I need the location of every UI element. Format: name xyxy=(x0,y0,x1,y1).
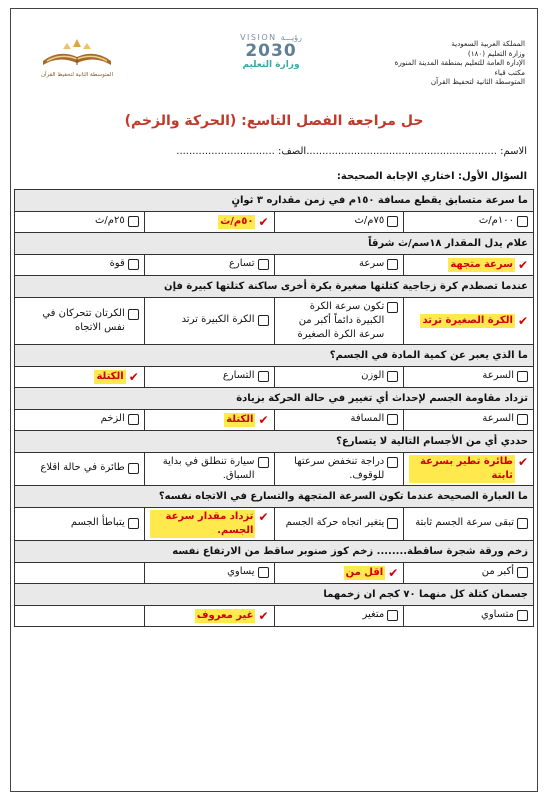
answer-option[interactable] xyxy=(286,516,399,530)
question-row xyxy=(15,233,534,255)
option-label: سرعة متجهة xyxy=(450,259,513,270)
check-mark-icon: ✔ xyxy=(517,455,528,469)
correct-option[interactable] xyxy=(224,413,268,427)
option-cell xyxy=(274,212,404,233)
options-row xyxy=(15,563,534,584)
option-cell xyxy=(144,298,274,345)
answer-option[interactable] xyxy=(40,461,138,475)
option-cell xyxy=(15,367,145,388)
option-cell xyxy=(274,606,404,627)
option-label: تبقى سرعة الجسم ثابتة xyxy=(415,517,514,528)
checkbox-icon[interactable] xyxy=(387,302,398,313)
vision-label: VISION رؤيـــة xyxy=(240,33,302,42)
option-cell xyxy=(274,410,404,431)
question-row xyxy=(15,486,534,508)
checkbox-icon[interactable] xyxy=(258,457,269,468)
option-cell xyxy=(404,606,534,627)
answer-option[interactable] xyxy=(481,608,528,622)
correct-option[interactable] xyxy=(448,258,528,272)
checkbox-icon[interactable] xyxy=(128,463,139,474)
checkbox-icon[interactable] xyxy=(128,309,139,320)
answer-option[interactable] xyxy=(482,369,528,383)
question-row xyxy=(15,276,534,298)
option-label: ٥٠م/ث xyxy=(220,216,254,227)
answer-option[interactable] xyxy=(223,369,269,383)
option-label: أكبر من xyxy=(481,566,514,577)
option-label: السرعة xyxy=(482,413,514,424)
answer-option[interactable] xyxy=(479,214,528,228)
checkbox-icon[interactable] xyxy=(258,371,269,382)
answer-option[interactable] xyxy=(482,412,528,426)
option-label: طائرة تطير بسرعة ثابتة xyxy=(409,455,515,483)
checkbox-icon[interactable] xyxy=(517,518,528,529)
option-label: الكرة الكبيرة ترتد xyxy=(181,314,255,325)
book-logo-icon xyxy=(37,31,117,71)
question-row xyxy=(15,388,534,410)
question-text: ما الذي يعبر عن كمية المادة في الجسم؟ xyxy=(15,345,534,367)
option-label: ١٠٠م/ث xyxy=(478,215,514,226)
options-row xyxy=(15,508,534,541)
options-row xyxy=(15,212,534,233)
answer-option[interactable] xyxy=(101,412,139,426)
option-label: الكتلة xyxy=(96,371,124,382)
option-cell xyxy=(144,410,274,431)
option-label: يتباطأ الجسم xyxy=(70,517,125,528)
vision-2030-logo xyxy=(216,33,326,70)
answer-option[interactable] xyxy=(355,214,399,228)
checkbox-icon[interactable] xyxy=(387,610,398,621)
question-text: حددي أي من الأجسام التالية لا يتسارع؟ xyxy=(15,431,534,453)
checkbox-icon[interactable] xyxy=(258,567,269,578)
option-cell xyxy=(144,367,274,388)
option-cell xyxy=(15,255,145,276)
vision-year: 2030 xyxy=(245,41,297,61)
check-mark-icon: ✔ xyxy=(258,413,269,427)
page-title: حل مراجعة الفصل التاسع: (الحركة والزخم) xyxy=(124,113,424,129)
correct-option[interactable] xyxy=(195,609,269,623)
answer-option[interactable] xyxy=(280,300,399,342)
checkbox-icon[interactable] xyxy=(387,259,398,270)
option-label: طائرة في حالة اقلاع xyxy=(40,462,125,473)
checkbox-icon[interactable] xyxy=(387,216,398,227)
checkbox-icon[interactable] xyxy=(387,518,398,529)
worksheet-page xyxy=(10,8,538,792)
option-label: الوزن xyxy=(361,370,385,381)
options-row xyxy=(15,298,534,345)
questions-table xyxy=(14,189,534,627)
option-cell xyxy=(404,508,534,541)
option-cell xyxy=(404,367,534,388)
check-mark-icon: ✔ xyxy=(258,510,269,524)
check-mark-icon: ✔ xyxy=(517,314,528,328)
question-text: تزداد مقاومة الجسم لإحداث أي تغيير في حالة الحركة بزيادة xyxy=(15,388,534,410)
answer-option[interactable] xyxy=(482,565,528,579)
option-cell xyxy=(404,212,534,233)
checkbox-icon[interactable] xyxy=(517,610,528,621)
checkbox-icon[interactable] xyxy=(517,216,528,227)
check-mark-icon: ✔ xyxy=(128,370,139,384)
name-and-class-field: الاسم: ............................................................الصف: ............................... xyxy=(176,146,527,157)
question-text: علام يدل المقدار ١٨سم/ث شرقاً xyxy=(15,233,534,255)
question-text: عندما تصطدم كرة زجاجية كتلتها صغيرة بكرة أخرى ساكنة كتلتها كبيرة فإن xyxy=(15,276,534,298)
checkbox-icon[interactable] xyxy=(128,518,139,529)
option-label: السرعة xyxy=(482,370,514,381)
checkbox-icon[interactable] xyxy=(258,259,269,270)
option-label: المسافة xyxy=(350,413,385,424)
checkbox-icon[interactable] xyxy=(128,414,139,425)
school-info xyxy=(355,39,525,87)
question-row xyxy=(15,541,534,563)
option-label: الكرة الصغيرة ترتد xyxy=(422,315,513,326)
checkbox-icon[interactable] xyxy=(517,371,528,382)
correct-option[interactable] xyxy=(150,510,269,538)
option-cell xyxy=(404,453,534,486)
answer-option[interactable] xyxy=(227,565,268,579)
option-cell xyxy=(15,410,145,431)
option-cell xyxy=(15,563,145,584)
option-label: التسارع xyxy=(222,370,255,381)
answer-option[interactable] xyxy=(71,516,139,530)
option-label: الكتلة xyxy=(226,414,254,425)
option-cell xyxy=(274,367,404,388)
checkbox-icon[interactable] xyxy=(387,457,398,468)
option-cell xyxy=(144,508,274,541)
header-line: مكتب قباء xyxy=(494,67,525,77)
question-text: ما العبارة الصحيحة عندما تكون السرعة المتجهة والتسارع في الاتجاه نفسه؟ xyxy=(15,486,534,508)
checkbox-icon[interactable] xyxy=(517,567,528,578)
check-mark-icon: ✔ xyxy=(258,609,269,623)
option-cell xyxy=(144,255,274,276)
check-mark-icon: ✔ xyxy=(517,258,528,272)
option-label: تكون سرعة الكرة الكبيرة دائماً أكبر من سرعة الكرة الصغيرة xyxy=(297,301,385,340)
option-label: ٢٥م/ث xyxy=(95,215,125,226)
option-cell xyxy=(404,298,534,345)
correct-option[interactable] xyxy=(409,455,528,483)
question-text: جسمان كتلة كل منهما ٧٠ كجم ان زخمهما xyxy=(15,584,534,606)
option-label: متغير xyxy=(362,609,385,620)
option-cell xyxy=(404,255,534,276)
header-line: وزارة التعليم (١٨٠) xyxy=(467,48,525,58)
answer-option[interactable] xyxy=(20,307,139,335)
checkbox-icon[interactable] xyxy=(387,371,398,382)
logo-caption: المتوسطة الثانية لتحفيظ القرآن xyxy=(40,72,113,78)
correct-option[interactable] xyxy=(94,370,138,384)
answer-option[interactable] xyxy=(359,257,398,271)
option-label: متساوي xyxy=(481,609,514,620)
option-cell xyxy=(144,563,274,584)
option-cell xyxy=(15,606,145,627)
answer-option[interactable] xyxy=(110,257,139,271)
checkbox-icon[interactable] xyxy=(128,216,139,227)
option-cell xyxy=(144,212,274,233)
answer-option[interactable] xyxy=(415,516,528,530)
ministry-label: وزارة التعليم xyxy=(242,60,300,70)
page-header xyxy=(11,9,537,109)
checkbox-icon[interactable] xyxy=(387,414,398,425)
option-cell xyxy=(274,298,404,345)
answer-option[interactable] xyxy=(150,455,269,483)
school-logo xyxy=(33,31,121,78)
options-row xyxy=(15,255,534,276)
correct-option[interactable] xyxy=(218,215,268,229)
option-cell xyxy=(404,563,534,584)
option-cell xyxy=(144,606,274,627)
question-text: زخم ورقة شجرة ساقطة........ زخم كوز صنوبر ساقط من الارتفاع نفسه xyxy=(15,541,534,563)
option-cell xyxy=(15,212,145,233)
correct-option[interactable] xyxy=(344,566,399,580)
option-cell xyxy=(15,298,145,345)
section-heading: السؤال الأول: اختاري الإجابة الصحيحة: xyxy=(336,171,527,182)
question-row xyxy=(15,584,534,606)
option-label: يساوي xyxy=(227,566,255,577)
options-row xyxy=(15,410,534,431)
check-mark-icon: ✔ xyxy=(388,566,399,580)
option-cell xyxy=(274,255,404,276)
question-row xyxy=(15,345,534,367)
option-cell xyxy=(15,453,145,486)
option-label: دراجة تنخفض سرعتها للوقوف. xyxy=(294,456,385,481)
option-label: تسارع xyxy=(228,258,255,269)
question-row xyxy=(15,190,534,212)
option-label: ٧٥م/ث xyxy=(354,215,385,226)
options-row xyxy=(15,606,534,627)
option-cell xyxy=(144,453,274,486)
option-cell xyxy=(274,508,404,541)
question-row xyxy=(15,431,534,453)
answer-option[interactable] xyxy=(229,257,269,271)
answer-option[interactable] xyxy=(280,455,399,483)
answer-option[interactable] xyxy=(95,214,139,228)
option-cell xyxy=(274,563,404,584)
option-label: الزخم xyxy=(100,413,125,424)
question-text: ما سرعة متسابق يقطع مسافة ١٥٠م في زمن مقداره ٣ ثوانٍ xyxy=(15,190,534,212)
answer-option[interactable] xyxy=(361,369,398,383)
option-label: غير معروف xyxy=(196,610,254,621)
answer-option[interactable] xyxy=(363,608,399,622)
option-cell xyxy=(15,508,145,541)
option-cell xyxy=(274,453,404,486)
answer-option[interactable] xyxy=(182,313,269,327)
checkbox-icon[interactable] xyxy=(128,259,139,270)
option-label: اقل من xyxy=(345,567,384,578)
option-label: تزداد مقدار سرعة الجسم. xyxy=(150,510,256,538)
checkbox-icon[interactable] xyxy=(517,414,528,425)
header-line: المملكة العربية السعودية xyxy=(451,39,525,48)
correct-option[interactable] xyxy=(420,314,528,328)
checkbox-icon[interactable] xyxy=(258,315,269,326)
option-label: يتغير اتجاه حركة الجسم xyxy=(285,517,385,528)
option-label: سيارة تنطلق في بداية السباق. xyxy=(162,456,255,481)
options-row xyxy=(15,367,534,388)
check-mark-icon: ✔ xyxy=(258,215,269,229)
header-line: الإدارة العامة للتعليم بمنطقة المدينة المنورة xyxy=(394,58,525,67)
option-label: قوة xyxy=(109,258,125,269)
header-line: المتوسطة الثانية لتحفيظ القرآن xyxy=(430,77,525,86)
answer-option[interactable] xyxy=(351,412,399,426)
option-label: الكرتان تتحركان في نفس الاتجاه xyxy=(42,308,125,333)
option-cell xyxy=(404,410,534,431)
option-label: سرعة xyxy=(359,258,385,269)
options-row xyxy=(15,453,534,486)
